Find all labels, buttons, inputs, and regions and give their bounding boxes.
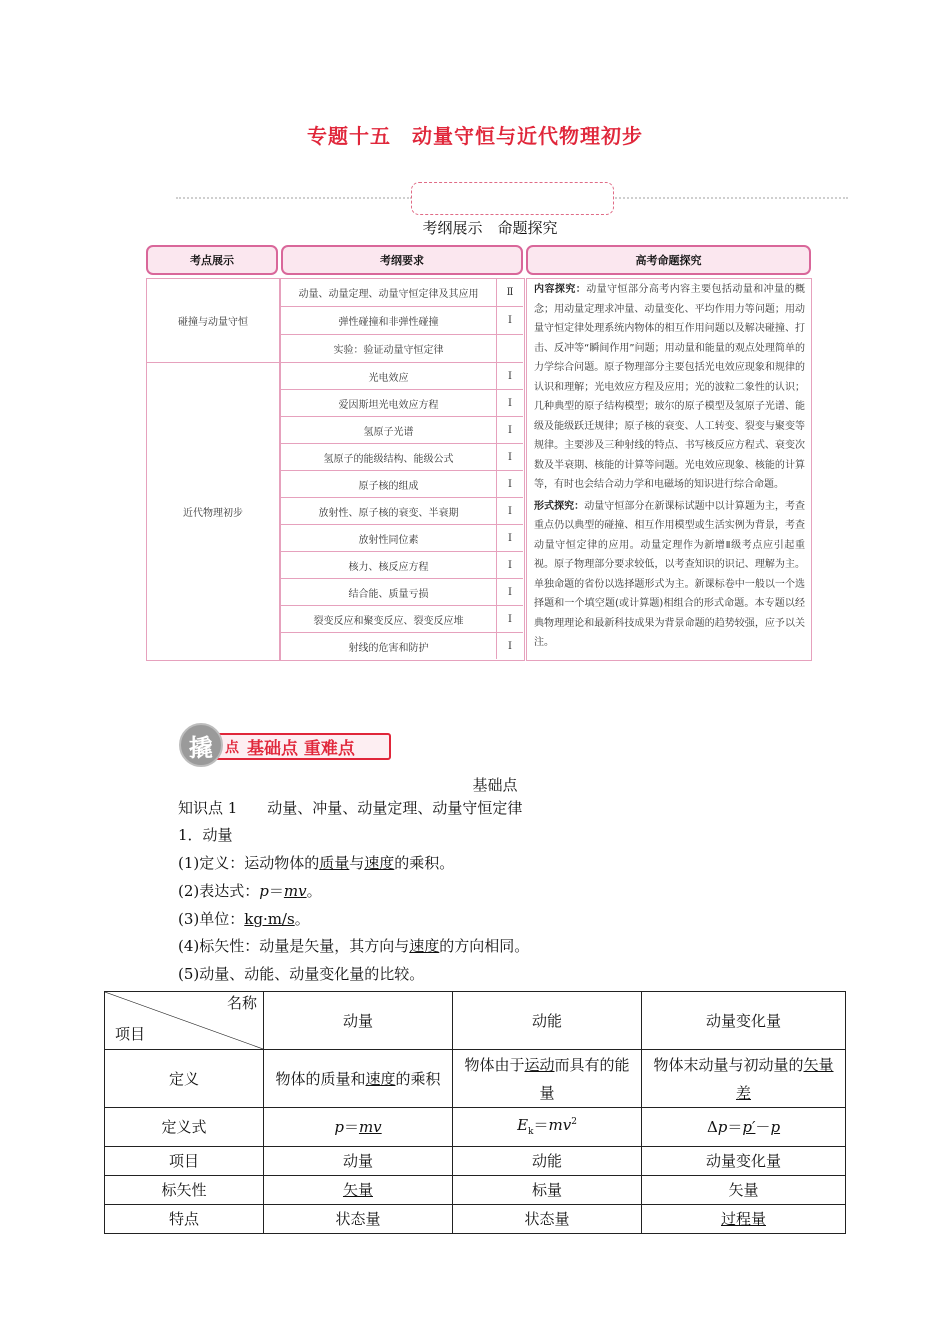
- section-subtitle: 考纲展示 命题探究: [422, 219, 558, 237]
- req-row: 核力、核反应方程 Ⅰ: [281, 552, 523, 579]
- banner-label-box: [209, 733, 391, 760]
- compare-intro: (5)动量、动能、动量变化量的比较。: [178, 965, 425, 983]
- vector-line: (4)标矢性：动量是矢量，其方向与速度的方向相同。: [178, 937, 530, 955]
- req-row: 爱因斯坦光电效应方程 Ⅰ: [281, 390, 523, 417]
- dotted-divider-right: [612, 197, 848, 199]
- row-label: 标矢性: [105, 1176, 264, 1205]
- form-analysis: 形式探究：动量守恒部分在新课标试题中以计算题为主，考查重点仍以典型的碰撞、相互作用模型或生活实例为背景，考查动量守恒定律的应用。动量定理作为新增Ⅱ级考点应引起重视。原子物理部分要求较低，以考查知识的识记、理解为主。单独命题的省份以选择题形式为主。新课标卷中一般以一个选择题和一个填空题(或计算题)相组合的形式命题。本专题以经典物理理论和最新科技成果为背景命题的趋势较强，应予以关注。: [534, 500, 806, 648]
- table-cell: Δp＝p′－p: [642, 1108, 846, 1147]
- banner-label: 基础点 重难点: [247, 739, 355, 759]
- table-cell: 状态量: [264, 1205, 453, 1234]
- req-row: 氢原子的能级结构、能级公式 Ⅰ: [281, 444, 523, 471]
- topic-column: [146, 278, 280, 661]
- table-row: [105, 1108, 846, 1147]
- req-row: 放射性同位素 Ⅰ: [281, 525, 523, 552]
- table-cell: 动量: [264, 1147, 453, 1176]
- req-row: 弹性碰撞和非弹性碰撞 Ⅰ: [281, 307, 523, 335]
- row-label: 项目: [105, 1147, 264, 1176]
- req-row: 裂变反应和聚变反应、裂变反应堆 Ⅰ: [281, 606, 523, 633]
- requirement-column: [280, 278, 525, 661]
- header-cell: 动量: [264, 992, 453, 1050]
- header-requirement: 考纲要求: [281, 245, 523, 275]
- page-title: 专题十五 动量守恒与近代物理初步: [307, 124, 643, 148]
- req-row: 射线的危害和防护 Ⅰ: [281, 633, 523, 659]
- expression-line: (2)表达式：p＝mv。: [178, 882, 322, 900]
- banner-icon: 撬: [179, 723, 223, 767]
- section-label-box: [411, 182, 614, 215]
- table-cell: 标量: [453, 1176, 642, 1205]
- table-cell: 动量变化量: [642, 1147, 846, 1176]
- req-row: 结合能、质量亏损 Ⅰ: [281, 579, 523, 606]
- table-cell: 动能: [453, 1147, 642, 1176]
- req-row: 氢原子光谱 Ⅰ: [281, 417, 523, 444]
- table-cell: 状态量: [453, 1205, 642, 1234]
- table-cell: 物体由于运动而具有的能量: [453, 1050, 642, 1108]
- section-heading: 基础点: [472, 776, 518, 794]
- table-cell: 物体的质量和速度的乘积: [264, 1050, 453, 1108]
- analysis-panel: [526, 278, 812, 661]
- dotted-divider-left: [176, 197, 412, 199]
- table-row: [105, 1147, 846, 1176]
- req-row: 动量、动量定理、动量守恒定律及其应用 Ⅱ: [281, 279, 523, 307]
- req-row: 实验：验证动量守恒定律: [281, 335, 523, 363]
- header-topic: 考点展示: [146, 245, 278, 275]
- header-cell: 动量变化量: [642, 992, 846, 1050]
- table-cell: 物体末动量与初动量的矢量差: [642, 1050, 846, 1108]
- table-row: [105, 992, 846, 1050]
- knowledge-point-heading: 知识点 1 动量、冲量、动量定理、动量守恒定律: [178, 799, 523, 817]
- section-banner: [179, 720, 419, 770]
- unit-line: (3)单位：kg·m/s。: [178, 910, 310, 928]
- table-cell: $E_k=mv^2$: [453, 1108, 642, 1147]
- req-row: 原子核的组成 Ⅰ: [281, 471, 523, 498]
- topic-momentum: 碰撞与动量守恒: [147, 279, 279, 363]
- table-row: [105, 1050, 846, 1108]
- content-analysis: 内容探究：动量守恒部分高考内容主要包括动量和冲量的概念；用动量定理求冲量、动量变化、平均作用力等问题；用动量守恒定律处理系统内物体的相互作用问题以及解决碰撞、打击、反冲等“瞬间作用”问题；用动量和能量的观点处理简单的力学综合问题。原子物理部分主要包括光电效应现象和规律的认识和理解；光电效应方程及应用；光的波粒二象性的认识；几种典型的原子结构模型；玻尔的原子模型及氢原子光谱、能级及能级跃迁规律；原子核的衰变、人工转变、裂变与聚变等规律。主要涉及三种射线的特点、书写核反应方程式、衰变次数及半衰期、核能的计算等问题。光电效应现象、核能的计算等，有时也会结合动力学和电磁场的知识进行综合命题。: [534, 284, 806, 490]
- banner-suffix: 点: [225, 739, 239, 756]
- table-row: [105, 1205, 846, 1234]
- row-label: 定义: [105, 1050, 264, 1108]
- table-cell: p＝mv: [264, 1108, 453, 1147]
- req-row: 光电效应 Ⅰ: [281, 363, 523, 390]
- item-heading: 1．动量: [178, 826, 233, 844]
- topic-modern-physics: 近代物理初步: [183, 507, 243, 519]
- table-cell: 矢量: [264, 1176, 453, 1205]
- header-analysis: 高考命题探究: [526, 245, 811, 275]
- table-cell: 过程量: [642, 1205, 846, 1234]
- header-cell: 动能: [453, 992, 642, 1050]
- corner-cell: 名称 项目: [105, 992, 264, 1050]
- table-cell: 矢量: [642, 1176, 846, 1205]
- definition-line: (1)定义：运动物体的质量与速度的乘积。: [178, 854, 455, 872]
- table-row: [105, 1176, 846, 1205]
- row-label: 定义式: [105, 1108, 264, 1147]
- comparison-table: [104, 991, 846, 1234]
- req-row: 放射性、原子核的衰变、半衰期 Ⅰ: [281, 498, 523, 525]
- row-label: 特点: [105, 1205, 264, 1234]
